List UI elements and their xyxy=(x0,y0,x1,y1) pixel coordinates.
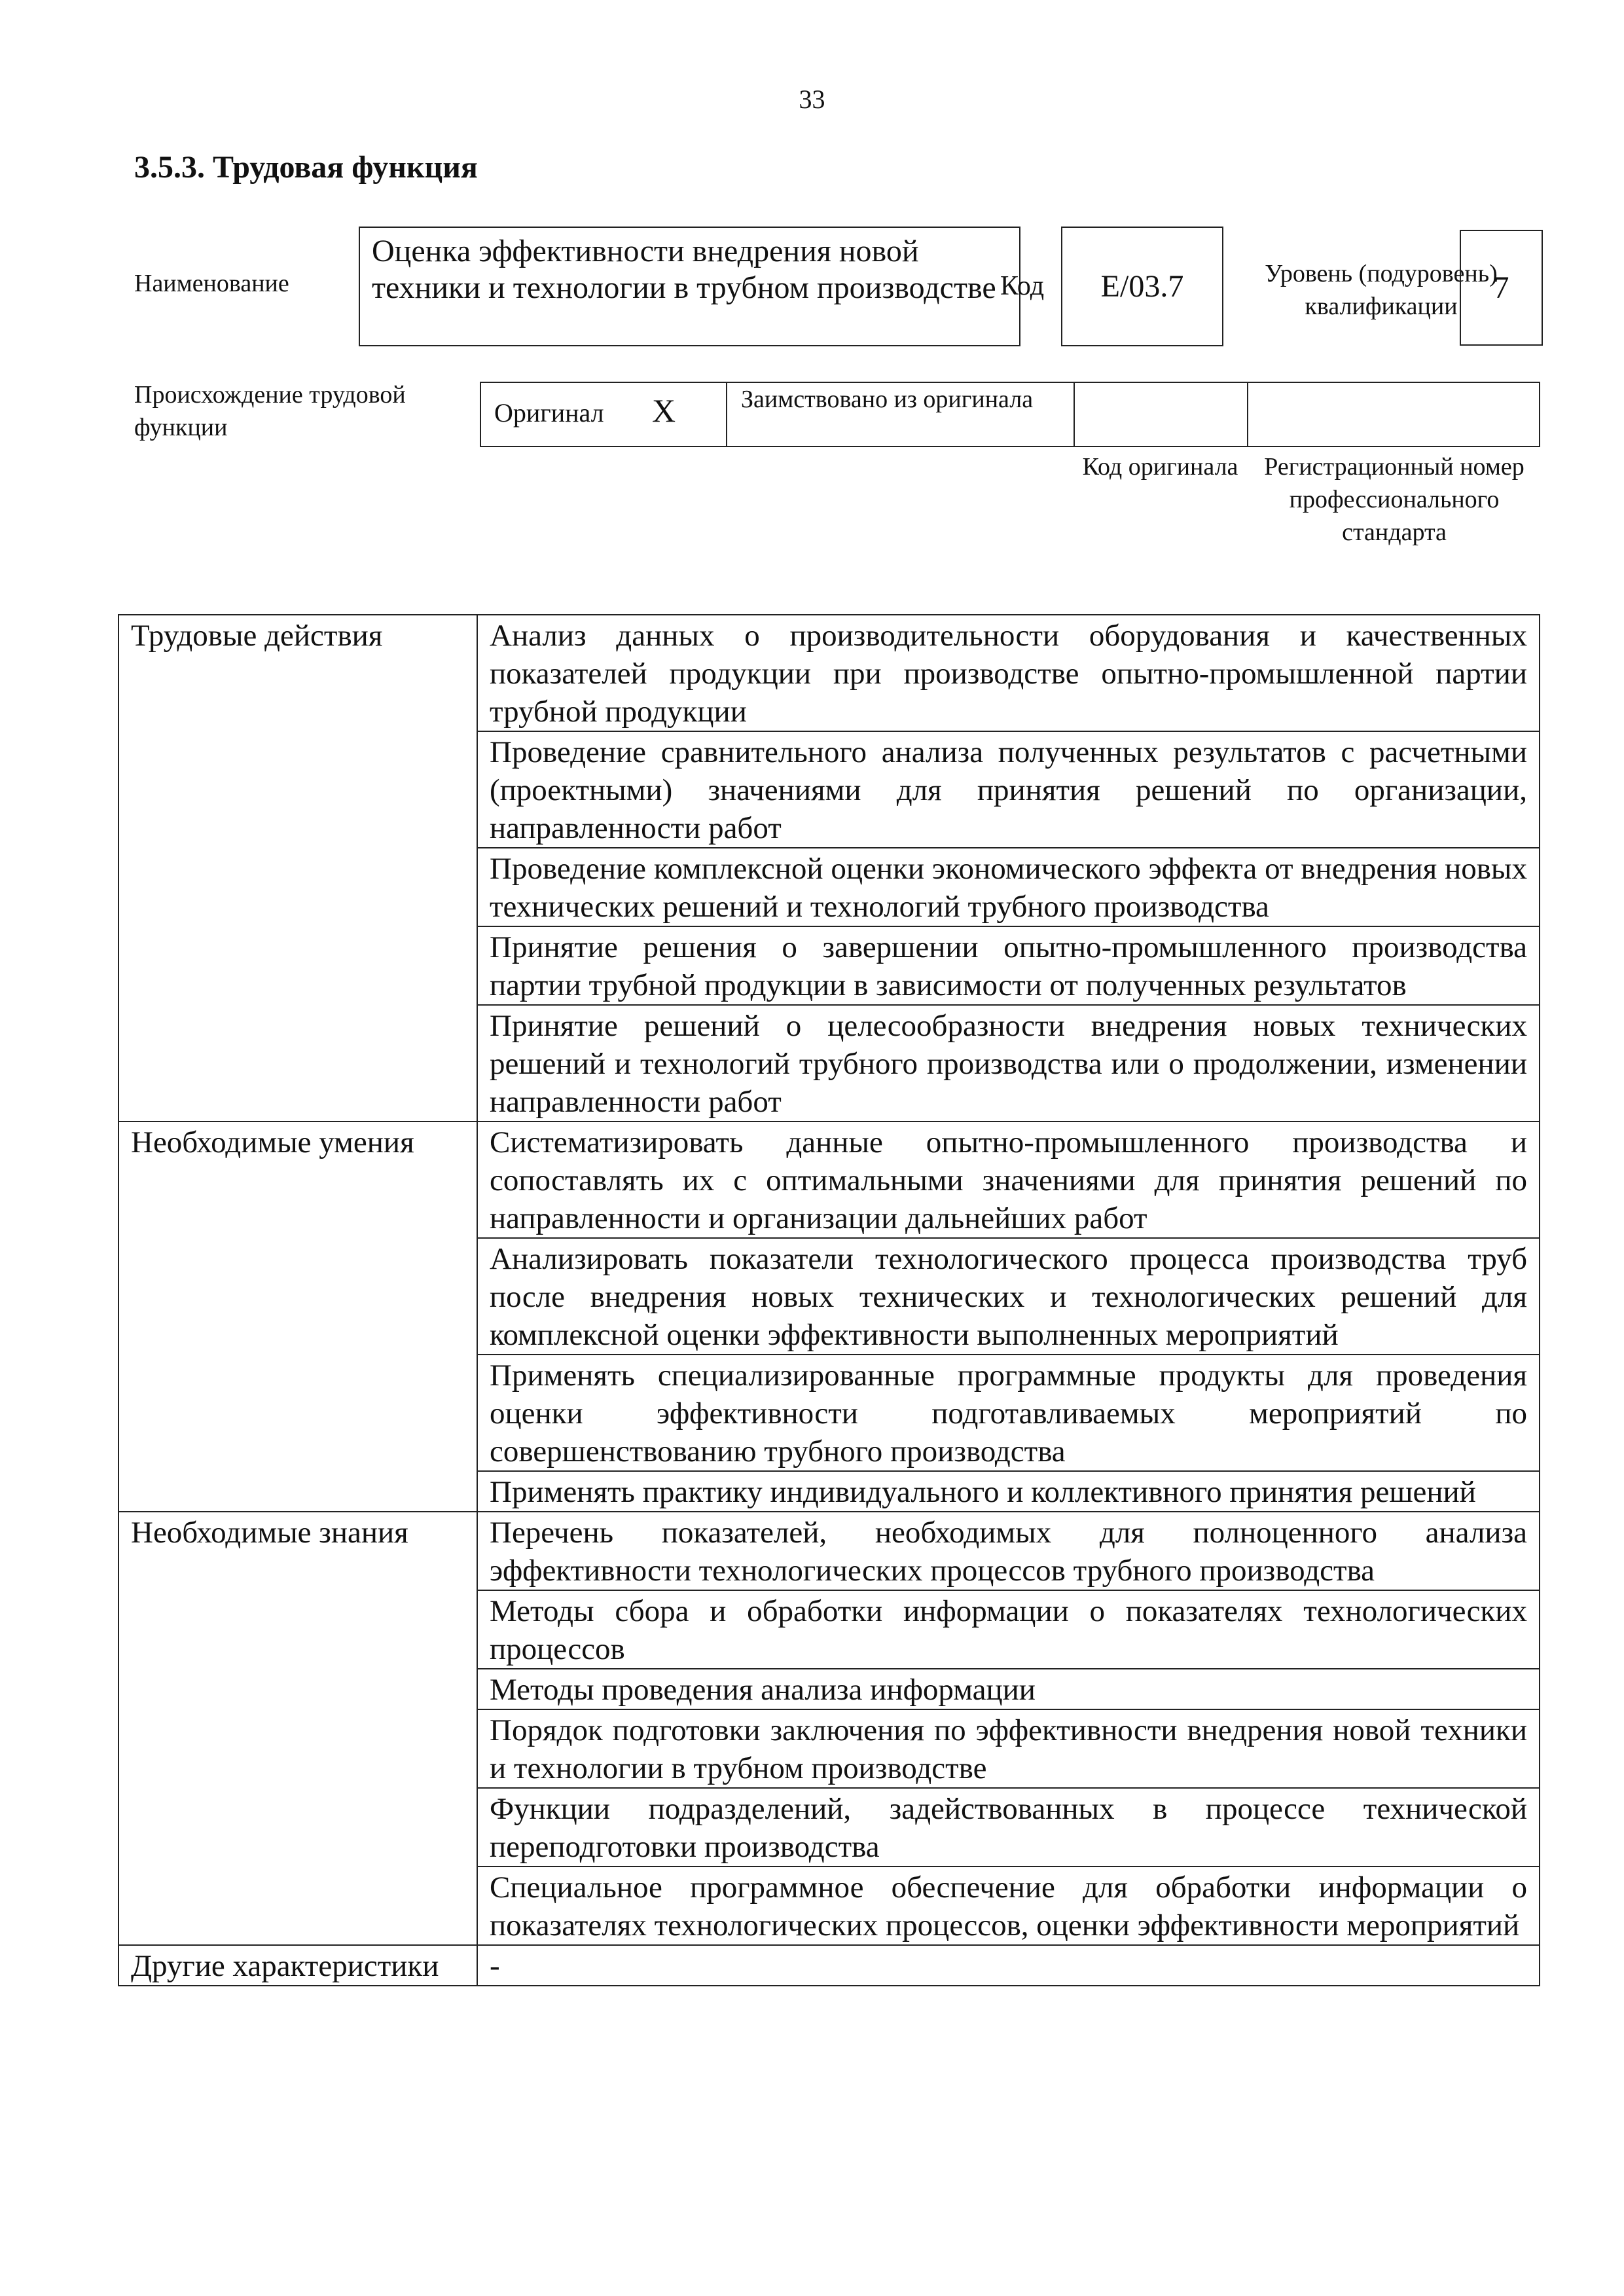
section-title-actions: Трудовые действия xyxy=(118,615,477,1121)
section-title-other: Другие характеристики xyxy=(118,1945,477,1986)
knowledge-item: Методы сбора и обработки информации о показателях технологических процессов xyxy=(477,1590,1540,1669)
actions-item: Принятие решений о целесообразности внедрения новых технических решений и технологий трубного производства или о продолжении, изменении направленности работ xyxy=(477,1005,1540,1121)
name-label: Наименование xyxy=(134,270,289,297)
section-title-knowledge: Необходимые знания xyxy=(118,1512,477,1945)
skills-item: Анализировать показатели технологического процесса производства труб после внедрения новых технических и технологических решений для комплексной оценки эффективности выполненных мероприятий xyxy=(477,1238,1540,1355)
knowledge-item: Перечень показателей, необходимых для полноценного анализа эффективности технологических процессов трубного производства xyxy=(477,1512,1540,1590)
actions-item: Анализ данных о производительности оборудования и качественных показателей продукции при производстве опытно-промышленной партии трубной продукции xyxy=(477,615,1540,731)
knowledge-item: Порядок подготовки заключения по эффективности внедрения новой техники и технологии в трубном производстве xyxy=(477,1709,1540,1788)
other-item: - xyxy=(477,1945,1540,1986)
knowledge-item: Методы проведения анализа информации xyxy=(477,1669,1540,1709)
page-number: 33 xyxy=(799,84,825,114)
code-label: Код xyxy=(1000,271,1045,301)
origin-original-mark: X xyxy=(652,392,676,429)
origin-reg-caption: Регистрационный номер профессионального стандарта xyxy=(1264,453,1525,546)
function-table xyxy=(118,614,1540,1986)
name-value: Оценка эффективности внедрения новой техники и технологии в трубном производстве xyxy=(359,227,1020,346)
level-label: Уровень (подуровень) квалификации xyxy=(1265,260,1498,320)
section-title: 3.5.3. Трудовая функция xyxy=(134,150,478,185)
origin-borrowed-label: Заимствовано из оригинала xyxy=(741,386,1034,413)
skills-item: Применять специализированные программные продукты для проведения оценки эффективности подготавливаемых мероприятий по совершенствованию трубного производства xyxy=(477,1355,1540,1471)
code-value: E/03.7 xyxy=(1061,227,1223,346)
origin-label: Происхождение трудовой функции xyxy=(134,381,406,441)
skills-item: Систематизировать данные опытно-промышленного производства и сопоставлять их с оптимальными значениями для принятия решений по направленности и организации дальнейших работ xyxy=(477,1121,1540,1238)
knowledge-item: Специальное программное обеспечение для обработки информации о показателях технологических процессов, оценки эффективности мероприятий xyxy=(477,1867,1540,1945)
knowledge-item: Функции подразделений, задействованных в процессе технической переподготовки производства xyxy=(477,1788,1540,1867)
level-value: 7 xyxy=(1460,230,1543,346)
actions-item: Проведение сравнительного анализа полученных результатов с расчетными (проектными) значениями для принятия решений по организации, направленности работ xyxy=(477,731,1540,848)
actions-item: Проведение комплексной оценки экономического эффекта от внедрения новых технических решений и технологий трубного производства xyxy=(477,848,1540,926)
skills-item: Применять практику индивидуального и коллективного принятия решений xyxy=(477,1471,1540,1512)
origin-original-label: Оригинал xyxy=(494,398,604,428)
origin-code-caption: Код оригинала xyxy=(1082,453,1238,481)
actions-item: Принятие решения о завершении опытно-промышленного производства партии трубной продукции в зависимости от полученных результатов xyxy=(477,926,1540,1005)
section-title-skills: Необходимые умения xyxy=(118,1121,477,1512)
